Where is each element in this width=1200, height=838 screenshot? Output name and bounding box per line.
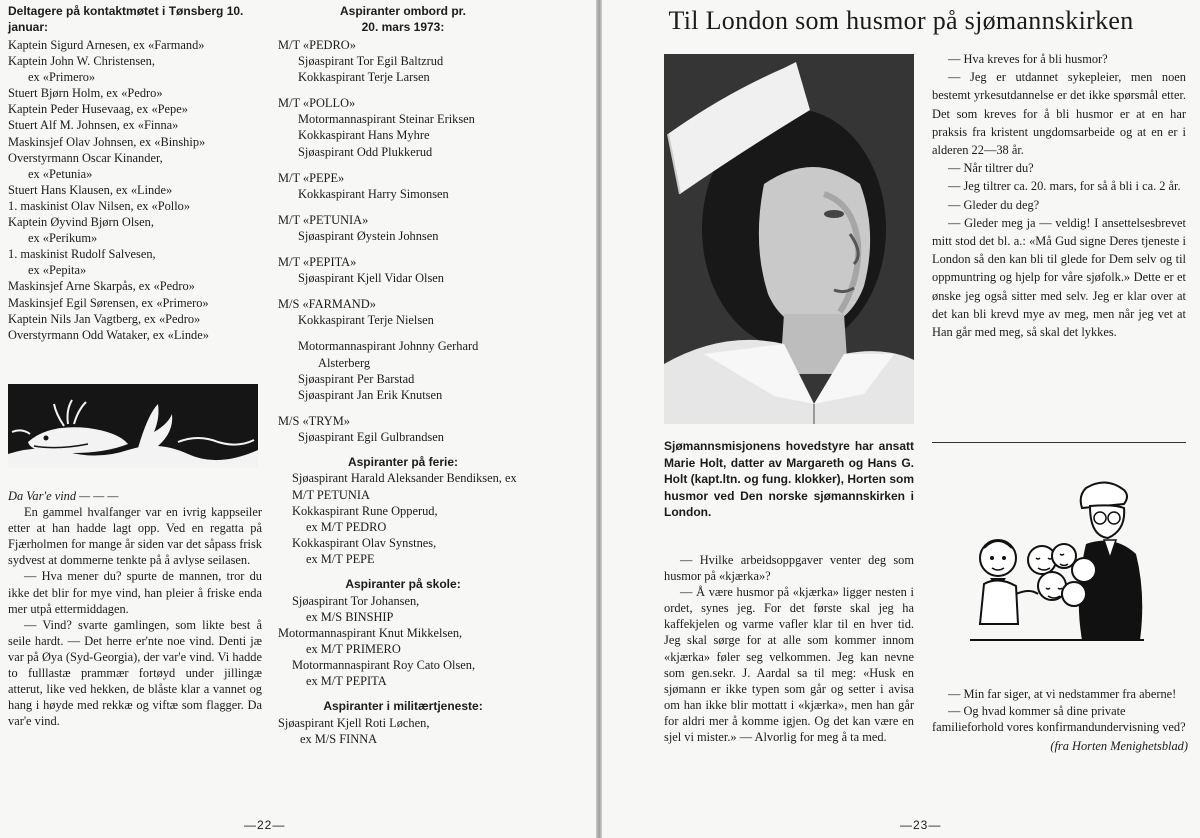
interview-paragraph: — Jeg tiltrer ca. 20. mars, for så å bli i ca. 2 år. — [948, 179, 1181, 194]
interview-paragraph: — Jeg er utdannet sykepleier, men noen bestemt yrkesutdannelse er det ikke spørsmål etter. Det som kreves for å bli husmor er at en har praksis fra kristent ungdomsarbeide og at en er i alderen 22—38 år. — [932, 70, 1186, 158]
participant-line: ex «Petunia» — [28, 166, 93, 181]
participant-line: ex «Primero» — [28, 70, 96, 85]
ship-entry — [278, 254, 528, 286]
cartoon-illustration — [964, 474, 1150, 644]
leave-line: Kokkaspirant Rune Opperud, — [292, 503, 438, 518]
crew-line: Kokkaspirant Terje Larsen — [298, 70, 430, 85]
joke-section — [932, 686, 1188, 754]
leave-line: Sjøaspirant Harald Aleksander Bendiksen, ex M/T PETUNIA — [292, 471, 517, 502]
ship-name: M/T «PEPE» — [278, 170, 345, 185]
ship-entry — [278, 413, 528, 445]
school-line: ex M/T PEPITA — [306, 674, 387, 688]
crew-line: Motormannaspirant Steinar Eriksen — [298, 112, 475, 127]
interview-right — [932, 50, 1186, 341]
crew-line: Motormannaspirant Johnny Gerhard — [298, 339, 479, 354]
school-line: Motormannaspirant Roy Cato Olsen, — [292, 657, 476, 672]
military-list — [278, 715, 528, 747]
school-list — [278, 593, 528, 690]
article-caption: Sjømannsmisjonens hovedstyre har ansatt Marie Holt, datter av Margareth og Hans G. Holt (kapt.ltn. og fung. klokker), Horten som husmor ved Den norske sjømannskirken i London. — [664, 439, 915, 519]
leave-line: ex M/T PEPE — [306, 551, 375, 566]
whale-drawing — [8, 384, 258, 468]
ship-entry — [278, 296, 528, 403]
military-line: Sjøaspirant Kjell Roti Løchen, — [278, 715, 430, 730]
participant-line: Kaptein Nils Jan Vagtberg, ex «Pedro» — [8, 311, 201, 326]
participant-line: Kaptein Peder Husevaag, ex «Pepe» — [8, 102, 188, 117]
crew-line: Sjøaspirant Jan Erik Knutsen — [298, 387, 443, 402]
school-line: Sjøaspirant Tor Johansen, — [292, 593, 420, 608]
joke-line: — Og hvad kommer så dine private familieforhold vores konfirmandundervisning ved? — [932, 703, 1186, 734]
ship-entry — [278, 37, 528, 85]
ship-name: M/S «TRYM» — [278, 413, 350, 428]
story-title: Da Var'e vind — — — — [8, 489, 119, 503]
participant-line: Kaptein Sigurd Arnesen, ex «Farmand» — [8, 38, 205, 52]
crew-line: Kokkaspirant Hans Myhre — [298, 128, 430, 143]
ship-name: M/T «PEPITA» — [278, 255, 357, 270]
cartoon-drawing — [964, 474, 1150, 644]
story-paragraph: — Hva mener du? spurte de mannen, tror du ikke det blir for mye vind, han pleier å friske enda mer utpå ettermiddagen. — [8, 569, 262, 616]
page-number-left: —22— — [244, 818, 286, 832]
crew-line: Sjøaspirant Tor Egil Baltzrud — [298, 54, 444, 69]
crew-line: Sjøaspirant Per Barstad — [298, 371, 415, 386]
school-line: ex M/S BINSHIP — [306, 609, 394, 624]
leave-heading: Aspiranter på ferie: — [347, 454, 459, 469]
participant-line: 1. maskinist Olav Nilsen, ex «Pollo» — [8, 198, 191, 213]
ship-name: M/T «PETUNIA» — [278, 212, 369, 227]
crew-line: Sjøaspirant Øystein Johnsen — [298, 228, 439, 243]
interview-paragraph: — Hva kreves for å bli husmor? — [948, 52, 1108, 66]
crew-line: Sjøaspirant Kjell Vidar Olsen — [298, 271, 444, 286]
interview-paragraph: — Når tiltrer du? — [948, 161, 1034, 176]
crew-line: Sjøaspirant Egil Gulbrandsen — [298, 429, 444, 444]
interview-paragraph: — Gleder meg ja — veldig! I ansettelsesbrevet mitt stod det bl. a.: «Må Gud signe Deres tjeneste i London så den kan bli til glede for Dem selv og til oppmuntring og hjelp for våre sjøfolk.» Dette er et ønske jeg også sitter med selv. Jeg er klar over at det kan bli krevd mye av meg, men når jeg vet at Han går med meg, så skal det lykkes. — [932, 215, 1186, 340]
school-heading: Aspiranter på skole: — [345, 577, 461, 592]
participant-line: Kaptein John W. Christensen, — [8, 54, 155, 69]
participant-line: Stuert Hans Klausen, ex «Linde» — [8, 182, 173, 197]
joke-source: (fra Horten Menighetsblad) — [1050, 738, 1188, 753]
interview-paragraph: — Å være husmor på «kjærka» ligger nesten i ordet, synes jeg. For det første skal jeg ha kaffekjelen og varme vafler klar til en hver tid. Jeg skal sørge for at alle som kommer innom «kjærka» føler seg velkommen. Jeg kan nevne som gen.sekr. J. Aardal sa til meg: «Husk en sjømann er ikke typen som går og setter i avisa om han ikke blir mottatt i «kjærka», men han går for aldri mer å komme igjen. Og det kan være en sjel vi mister.» — Alvorlig for meg å ta med. — [664, 585, 914, 745]
ship-entry — [278, 95, 528, 159]
participant-line: ex «Perikum» — [28, 231, 98, 246]
leave-list — [278, 470, 528, 567]
military-heading: Aspiranter i militærtjeneste: — [323, 699, 483, 714]
leave-line: Kokkaspirant Olav Synstnes, — [292, 535, 437, 550]
ship-entry — [278, 170, 528, 202]
participant-line: Maskinsjef Egil Sørensen, ex «Primero» — [8, 295, 209, 310]
participants-list — [8, 37, 262, 343]
participant-line: Stuert Bjørn Holm, ex «Pedro» — [8, 86, 163, 101]
ship-list — [278, 37, 528, 445]
interview-left — [664, 552, 914, 745]
page-number-right: —23— — [900, 818, 942, 832]
participant-line: Stuert Alf M. Johnsen, ex «Finna» — [8, 118, 179, 133]
aboard-heading: Aspiranter ombord pr. 20. mars 1973: — [339, 4, 467, 34]
section-divider — [932, 442, 1186, 443]
participant-line: Overstyrmann Oscar Kinander, — [8, 150, 163, 165]
leave-line: ex M/T PEDRO — [306, 519, 387, 534]
contact-meeting-heading: Deltagere på kontaktmøtet i Tønsberg 10. januar: — [8, 4, 244, 34]
participant-line: Maskinsjef Arne Skarpås, ex «Pedro» — [8, 279, 195, 294]
interview-paragraph: — Gleder du deg? — [948, 197, 1040, 212]
participant-line: Kaptein Øyvind Bjørn Olsen, — [8, 215, 154, 230]
portrait-photo — [664, 54, 914, 424]
right-page — [602, 0, 1200, 838]
joke-line: — Min far siger, at vi nedstammer fra aberne! — [948, 687, 1177, 701]
school-line: ex M/T PRIMERO — [306, 641, 401, 656]
participant-line: Overstyrmann Odd Wataker, ex «Linde» — [8, 327, 209, 342]
contact-meeting-section — [8, 4, 262, 343]
left-page — [0, 0, 596, 838]
crew-line: Kokkaspirant Terje Nielsen — [298, 313, 434, 328]
story-section — [8, 488, 262, 729]
crew-line: Alsterberg — [318, 355, 371, 370]
ship-entry — [278, 212, 528, 244]
story-paragraph: — Vind? svarte gamlingen, som likte best å seile hardt. — Det herre er'nte noe vind. Denti jæ var på Øya (Syd-Georgia), der var'e vind. Vi hadde to fulllastæ prammær fortøyd under jillingæ atterut, like ved hekken, de blåste klar a vannet og hang i høyde med rekkæ og viftæ som flagger. Da var'e vind. — [8, 617, 262, 729]
ship-name: M/S «FARMAND» — [278, 297, 376, 312]
story-paragraph: En gammel hvalfanger var en ivrig kappseiler etter at han hadde lagt opp. Ved en regatta på Fjærholmen for mange år siden var det såpass frisk sydvest at dommerne tenkte på å avlyse seilasen. — [8, 505, 262, 568]
participant-line: ex «Pepita» — [28, 263, 87, 278]
portrait-image — [664, 54, 914, 424]
aspirants-section — [278, 4, 528, 747]
whale-illustration — [8, 384, 258, 468]
military-line: ex M/S FINNA — [300, 731, 378, 746]
participant-line: Maskinsjef Olav Johnsen, ex «Binship» — [8, 134, 206, 149]
interview-paragraph: — Hvilke arbeidsoppgaver venter deg som husmor på «kjærka»? — [664, 553, 914, 584]
crew-line: Sjøaspirant Odd Plukkerud — [298, 144, 433, 159]
participant-line: 1. maskinist Rudolf Salvesen, — [8, 247, 156, 262]
school-line: Motormannaspirant Knut Mikkelsen, — [278, 625, 463, 640]
crew-line: Kokkaspirant Harry Simonsen — [298, 186, 449, 201]
ship-name: M/T «POLLO» — [278, 96, 356, 111]
article-headline: Til London som husmor på sjømannskirken — [668, 6, 1134, 35]
caption-section — [664, 438, 914, 521]
ship-name: M/T «PEDRO» — [278, 38, 356, 52]
